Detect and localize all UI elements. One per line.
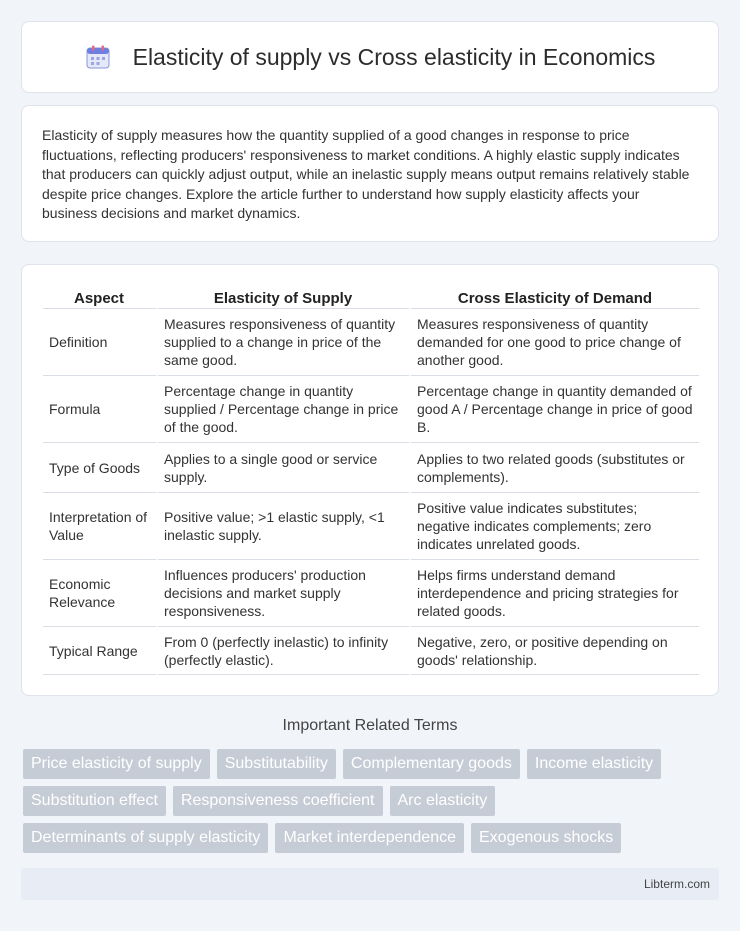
row-supply: From 0 (perfectly inelastic) to infinity (perfectly elastic). xyxy=(158,627,411,675)
comparison-card xyxy=(21,264,719,696)
row-cross: Measures responsiveness of quantity demanded for one good to price change of another good. xyxy=(411,309,699,376)
table-header-row xyxy=(43,285,699,309)
header-elasticity-of-supply: Elasticity of Supply xyxy=(158,285,411,309)
tag-row xyxy=(23,823,723,853)
row-cross: Helps firms understand demand interdependence and pricing strategies for related goods. xyxy=(411,560,699,627)
title-card xyxy=(21,21,719,93)
table-row xyxy=(43,376,699,443)
row-aspect: Definition xyxy=(43,309,158,376)
table-row xyxy=(43,443,699,493)
row-supply: Influences producers' production decisions and market supply responsiveness. xyxy=(158,560,411,627)
tag-row xyxy=(23,749,723,779)
tag-substitution-effect[interactable]: Substitution effect xyxy=(23,786,166,816)
row-supply: Percentage change in quantity supplied / Percentage change in price of the good. xyxy=(158,376,411,443)
tag-market-interdependence[interactable]: Market interdependence xyxy=(275,823,464,853)
tag-row xyxy=(23,786,723,816)
row-aspect: Interpretation of Value xyxy=(43,493,158,560)
row-supply: Positive value; >1 elastic supply, <1 inelastic supply. xyxy=(158,493,411,560)
tag-price-elasticity-of-supply[interactable]: Price elasticity of supply xyxy=(23,749,210,779)
row-supply: Measures responsiveness of quantity supplied to a change in price of the same good. xyxy=(158,309,411,376)
row-cross: Positive value indicates substitutes; negative indicates complements; zero indicates unrelated goods. xyxy=(411,493,699,560)
header-aspect: Aspect xyxy=(43,285,158,309)
row-aspect: Type of Goods xyxy=(43,443,158,493)
row-cross: Percentage change in quantity demanded of good A / Percentage change in price of good B. xyxy=(411,376,699,443)
tag-responsiveness-coefficient[interactable]: Responsiveness coefficient xyxy=(173,786,383,816)
tag-determinants-of-supply-elasticity[interactable]: Determinants of supply elasticity xyxy=(23,823,268,853)
related-terms xyxy=(23,749,723,860)
comparison-table xyxy=(43,285,699,675)
calendar-icon xyxy=(85,44,111,70)
intro-paragraph: Elasticity of supply measures how the quantity supplied of a good changes in response to price fluctuations, reflecting producers' responsiveness to market conditions. A highly elastic supply indicates that producers can quickly adjust output, while an inelastic supply means output remains relatively stable despite price changes. Explore the article further to understand how supply elasticity affects your business decisions and market dynamics. xyxy=(42,127,690,221)
tag-complementary-goods[interactable]: Complementary goods xyxy=(343,749,520,779)
tag-income-elasticity[interactable]: Income elasticity xyxy=(527,749,661,779)
tag-arc-elasticity[interactable]: Arc elasticity xyxy=(390,786,496,816)
footer-site-link[interactable]: Libterm.com xyxy=(643,877,710,891)
tag-substitutability[interactable]: Substitutability xyxy=(217,749,336,779)
table-row xyxy=(43,627,699,675)
table-row xyxy=(43,493,699,560)
row-supply: Applies to a single good or service supply. xyxy=(158,443,411,493)
row-aspect: Economic Relevance xyxy=(43,560,158,627)
header-cross-elasticity: Cross Elasticity of Demand xyxy=(411,285,699,309)
table-row xyxy=(43,560,699,627)
page-title: Elasticity of supply vs Cross elasticity in Economics xyxy=(132,43,656,70)
table-row xyxy=(43,309,699,376)
intro-card xyxy=(21,105,719,242)
row-aspect: Typical Range xyxy=(43,627,158,675)
footer xyxy=(21,868,719,900)
tag-exogenous-shocks[interactable]: Exogenous shocks xyxy=(471,823,621,853)
row-aspect: Formula xyxy=(43,376,158,443)
row-cross: Negative, zero, or positive depending on goods' relationship. xyxy=(411,627,699,675)
related-terms-heading: Important Related Terms xyxy=(282,717,458,734)
row-cross: Applies to two related goods (substitutes or complements). xyxy=(411,443,699,493)
